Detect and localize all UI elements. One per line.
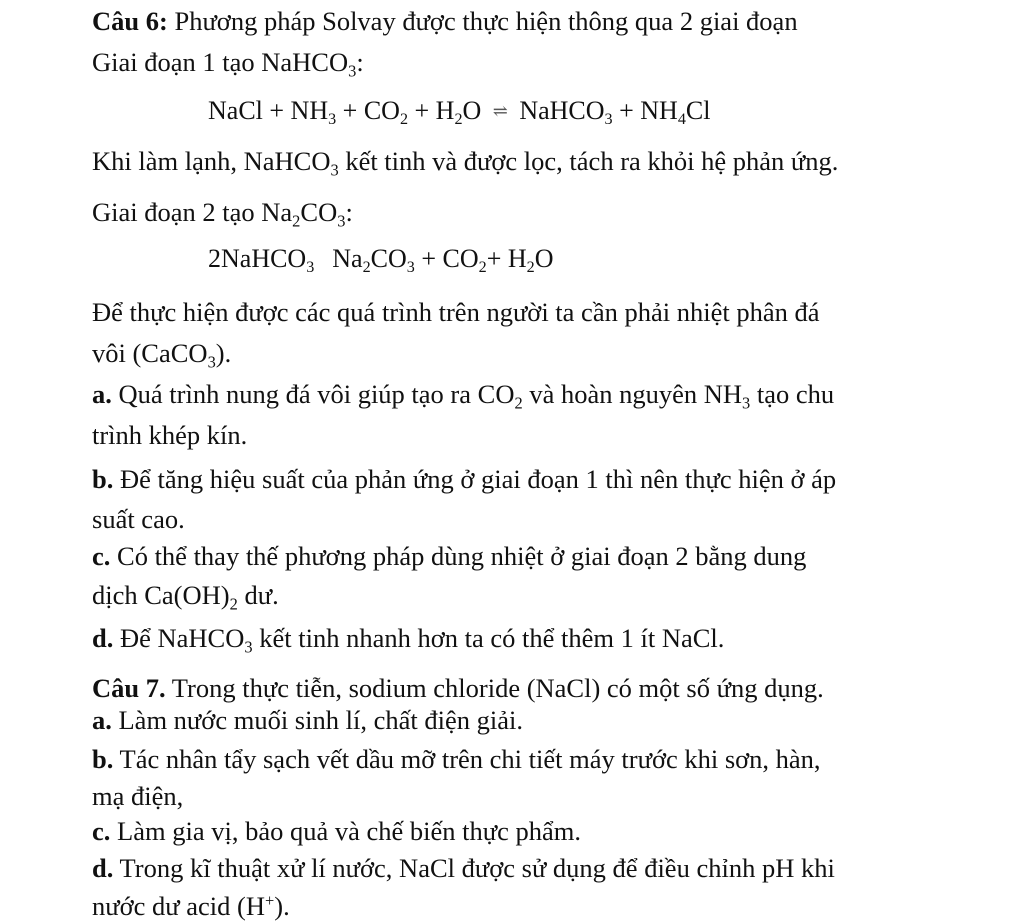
equilibrium-arrow-icon: ⇌ <box>492 101 508 121</box>
equation-2: 2NaHCO$_3$ $Na_2CO_3 + CO_2+ H_2O$ <box>208 244 554 277</box>
question-6-title: Phương pháp Solvay được thực hiện thông qua 2 giai đoạn <box>167 6 798 36</box>
stage-2-heading: Giai đoạn 2 tạo $Na_2CO_3$: <box>92 197 353 231</box>
q7-option-c: c. Làm gia vị, bảo quả và chế biến thực phẩm. <box>92 816 581 846</box>
q6-option-c: c. Có thể thay thế phương pháp dùng nhiệt ở giai đoạn 2 bằng dung <box>92 541 807 571</box>
intro-line-1: Để thực hiện được các quá trình trên người ta cần phải nhiệt phân đá <box>92 297 820 327</box>
equation-1: NaCl + $NH_3 + CO_2 + H_2O$ ⇌ NaHCO$_3$ + $NH_4Cl$ <box>208 96 711 129</box>
question-7-title: Trong thực tiễn, sodium chloride (NaCl) có một số ứng dụng. <box>165 673 824 703</box>
q7-option-b: b. Tác nhân tẩy sạch vết dầu mỡ trên chi tiết máy trước khi sơn, hàn, <box>92 744 821 774</box>
q6-option-b: b. Để tăng hiệu suất của phản ứng ở giai đoạn 1 thì nên thực hiện ở áp <box>92 464 837 494</box>
q7-option-d: d. Trong kĩ thuật xử lí nước, NaCl được sử dụng để điều chỉnh pH khi <box>92 853 835 883</box>
stage-1-heading: Giai đoạn 1 tạo NaHCO$_3$: <box>92 47 364 81</box>
q7-option-a: a. Làm nước muối sinh lí, chất điện giải. <box>92 705 523 735</box>
q6-option-a-cont: trình khép kín. <box>92 420 248 450</box>
question-7-label: Câu 7. <box>92 673 166 703</box>
intro-line-2: vôi (CaCO$_3$). <box>92 338 232 372</box>
question-7-heading <box>92 672 824 704</box>
q6-option-b-cont: suất cao. <box>92 504 185 534</box>
q6-option-a: a. Quá trình nung đá vôi giúp tạo ra $CO_2$ và hoàn nguyên $NH_3$ tạo chu <box>92 379 835 413</box>
cooling-sentence: Khi làm lạnh, NaHCO$_3$ kết tinh và được lọc, tách ra khỏi hệ phản ứng. <box>92 146 839 180</box>
q6-option-c-cont: dịch $Ca(OH)_2$ dư. <box>92 580 279 614</box>
question-6-label: Câu 6: <box>92 6 168 36</box>
question-6-heading <box>92 5 798 37</box>
q7-option-d-cont: nước dư acid (H+). <box>92 890 290 921</box>
q7-option-b-cont: mạ điện, <box>92 781 184 811</box>
q6-option-d: d. Để NaHCO$_3$ kết tinh nhanh hơn ta có thể thêm 1 ít NaCl. <box>92 623 725 657</box>
